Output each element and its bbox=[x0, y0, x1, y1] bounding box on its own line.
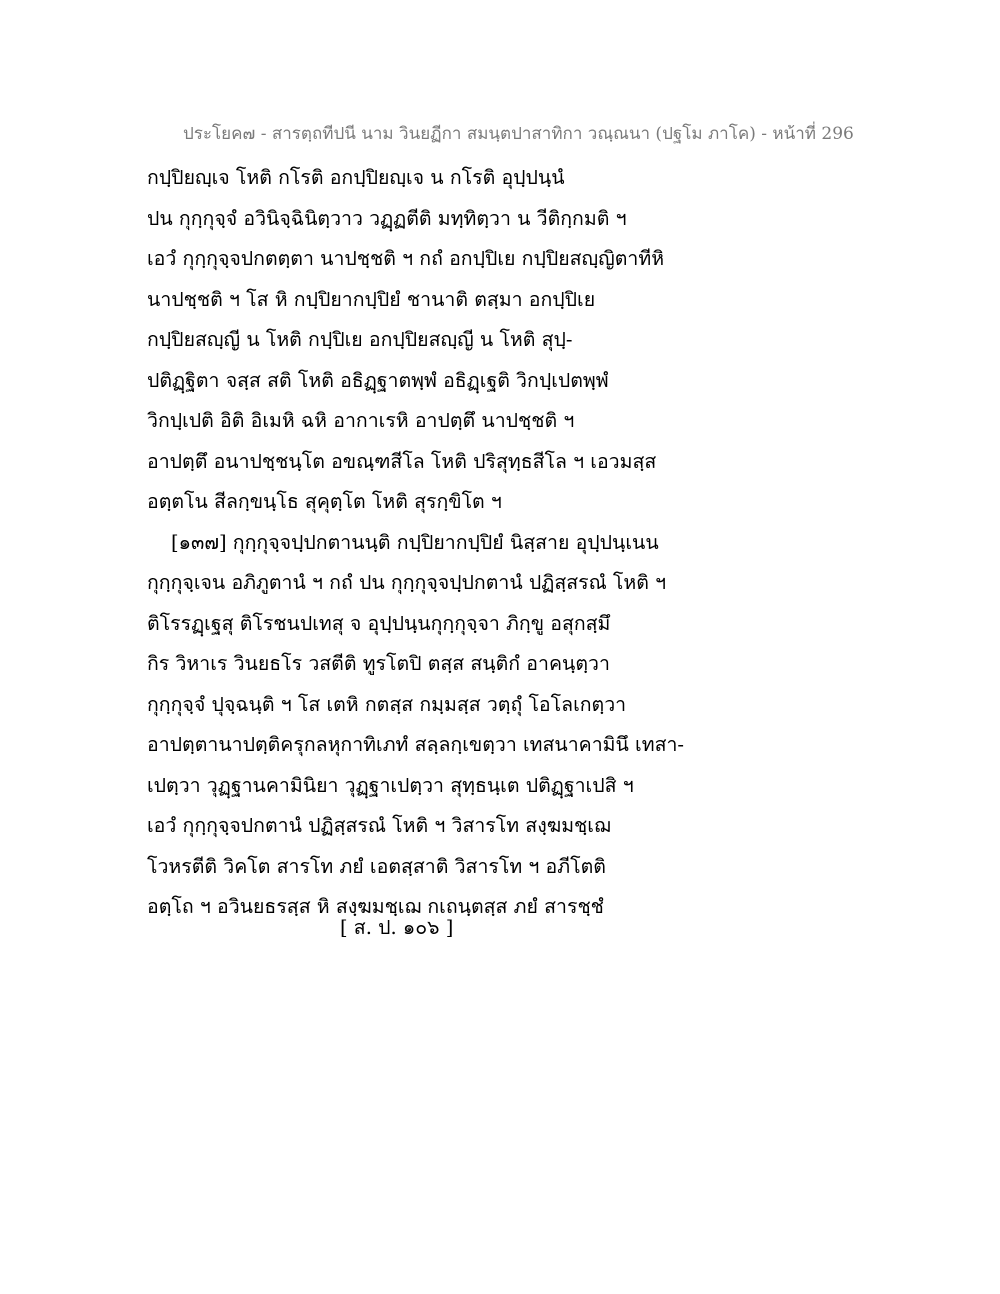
text-line: กุกฺกุจฺเจน อภิภูตานํ ฯ กถํ ปน กุกฺกุจฺจปฺปกตานํ ปฏิสฺสรณํ โหติ ฯ bbox=[147, 571, 667, 594]
text-line: อตฺโถ ฯ อวินยธรสฺส หิ สงฺฆมชฺเฌ กเถนฺตสฺส ภยํ สารชฺชํ bbox=[147, 895, 604, 918]
text-line: เอวํ กุกฺกุจฺจปกตานํ ปฏิสฺสรณํ โหติ ฯ วิสารโท สงฺฆมชฺเฌ bbox=[147, 814, 611, 837]
text-line: โวหรตีติ วิคโต สารโท ภยํ เอตสฺสาติ วิสารโท ฯ อภีโตติ bbox=[147, 854, 606, 878]
text-line: ปน กุกฺกุจฺจํ อวินิจฺฉินิตฺวาว วฏฺฏตีติ มทฺทิตฺวา น วีติกฺกมติ ฯ bbox=[147, 206, 627, 230]
text-line: ปติฏฺฐิตา จสฺส สติ โหติ อธิฏฺฐาตพฺพํ อธิฏฺเฐติ วิกปฺเปตพฺพํ bbox=[147, 368, 609, 392]
text-line: อาปตฺตึ อนาปชฺชนฺโต อขณฺฑสีโล โหติ ปริสุทฺธสีโล ฯ เอวมสฺส bbox=[147, 449, 657, 473]
text-line: เปตฺวา วุฏฺฐานคามินิยา วุฏฺฐาเปตฺวา สุทฺธนฺเต ปติฏฺฐาเปสิ ฯ bbox=[147, 773, 634, 797]
body-text bbox=[147, 158, 867, 928]
text-line: เอวํ กุกฺกุจฺจปกตตฺตา นาปชฺชติ ฯ กถํ อกปฺปิเย กปฺปิยสญฺญิตาทีหิ bbox=[147, 247, 665, 270]
paragraph-start-line: [๑๓๗] กุกฺกุจฺจปฺปกตานนฺติ กปฺปิยากปฺปิยํ นิสฺสาย อุปฺปนฺเนน bbox=[171, 530, 659, 554]
text-line: อตฺตโน สีลกฺขนฺโธ สุคุตฺโต โหติ สุรกฺขิโต ฯ bbox=[147, 490, 502, 513]
text-line: นาปชฺชติ ฯ โส หิ กปฺปิยากปฺปิยํ ชานาติ ตสฺมา อกปฺปิเย bbox=[147, 287, 596, 311]
text-line: วิกปฺเปติ อิติ อิเมหิ ฉหิ อากาเรหิ อาปตฺตึ นาปชฺชติ ฯ bbox=[147, 409, 575, 432]
text-line: กุกฺกุจฺจํ ปุจฺฉนฺติ ฯ โส เตหิ กตสฺส กมฺมสฺส วตฺถุํ โอโลเกตฺวา bbox=[147, 692, 627, 716]
text-line: ติโรรฏฺเฐสุ ติโรชนปเทสุ จ อุปฺปนฺนกุกฺกุจฺจา ภิกฺขู อสุกสฺมึ bbox=[147, 611, 611, 635]
text-line: กปฺปิยสญฺญี น โหติ กปฺปิเย อกปฺปิยสญฺญี น โหติ สุปฺ- bbox=[147, 328, 573, 351]
text-line: กิร วิหาเร วินยธโร วสตีติ ทูรโตปิ ตสฺส สนฺติกํ อาคนฺตฺวา bbox=[147, 652, 610, 675]
text-line: อาปตฺตานาปตฺติครุกลหุกาทิเภทํ สลฺลกฺเขตฺวา เทสนาคามินึ เทสา- bbox=[147, 733, 685, 756]
running-header: ประโยค๗ - สารตฺถทีปนี นาม วินยฏีกา สมนฺตปาสาทิกา วณฺณนา (ปฐโม ภาโค) - หน้าที่ 296 bbox=[183, 124, 854, 144]
text-line: กปฺปิยญฺเจ โหติ กโรติ อกปฺปิยญฺเจ น กโรติ อุปฺปนฺนํ bbox=[147, 166, 565, 189]
page-reference: [ ส. ป. ๑๐๖ ] bbox=[340, 916, 454, 939]
